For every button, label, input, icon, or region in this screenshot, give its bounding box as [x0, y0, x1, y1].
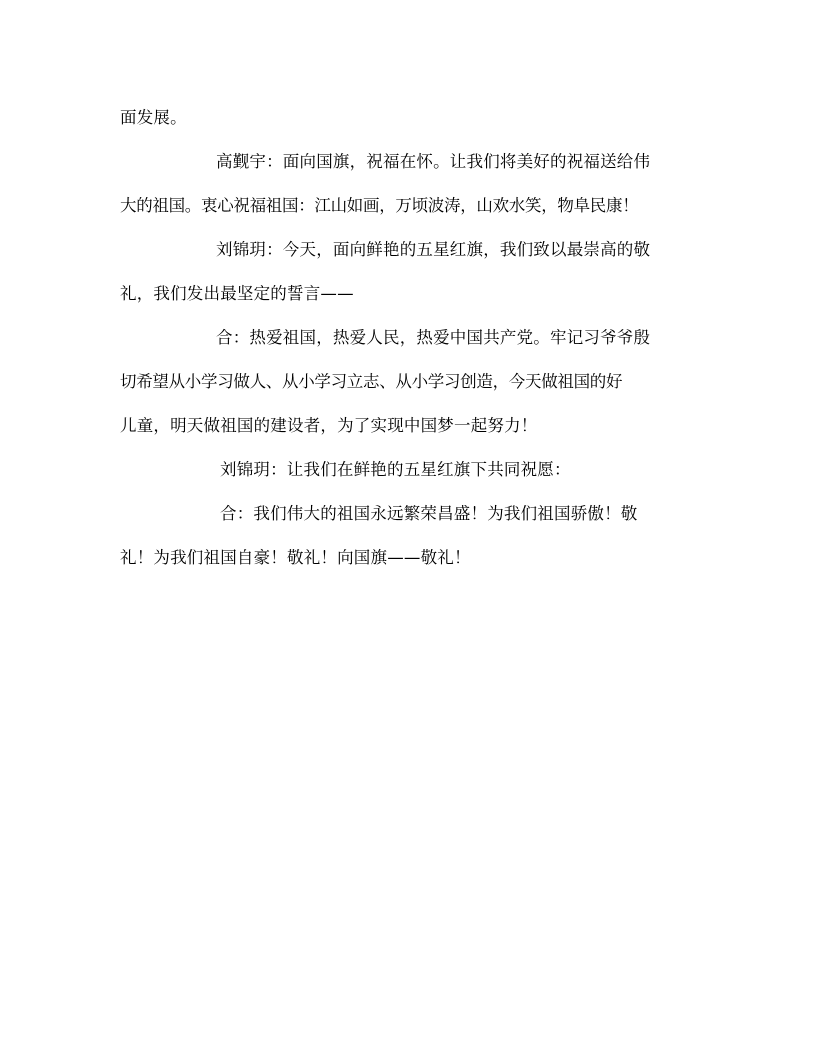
text-line: 面发展。: [120, 108, 187, 127]
text-line: 合：热爱祖国，热爱人民，热爱中国共产党。牢记习爷爷殷: [216, 328, 651, 347]
paragraph-together-finale: [120, 492, 700, 580]
text-line: 合：我们伟大的祖国永远繁荣昌盛！为我们祖国骄傲！敬: [220, 504, 638, 523]
text-line: 礼，我们发出最坚定的誓言——: [120, 284, 354, 303]
paragraph-liu-salute: [120, 228, 700, 316]
text-line: 刘锦玥：让我们在鲜艳的五星红旗下共同祝愿：: [220, 460, 571, 479]
text-line: 刘锦玥：今天，面向鲜艳的五星红旗，我们致以最崇高的敬: [216, 240, 651, 259]
text-line: 大的祖国。衷心祝福祖国：江山如画，万顷波涛，山欢水笑，物阜民康！: [120, 196, 639, 215]
text-line: 儿童，明天做祖国的建设者，为了实现中国梦一起努力！: [120, 416, 538, 435]
paragraph-gao-blessing: [120, 140, 700, 228]
paragraph-liu-wish: [120, 448, 700, 492]
paragraph-together-pledge: [120, 316, 700, 448]
paragraph-continuation: [120, 96, 700, 140]
text-line: 切希望从小学习做人、从小学习立志、从小学习创造，今天做祖国的好: [120, 372, 623, 391]
text-line: 礼！为我们祖国自豪！敬礼！向国旗——敬礼！: [120, 548, 471, 567]
text-line: 高觐宇：面向国旗，祝福在怀。让我们将美好的祝福送给伟: [216, 152, 651, 171]
